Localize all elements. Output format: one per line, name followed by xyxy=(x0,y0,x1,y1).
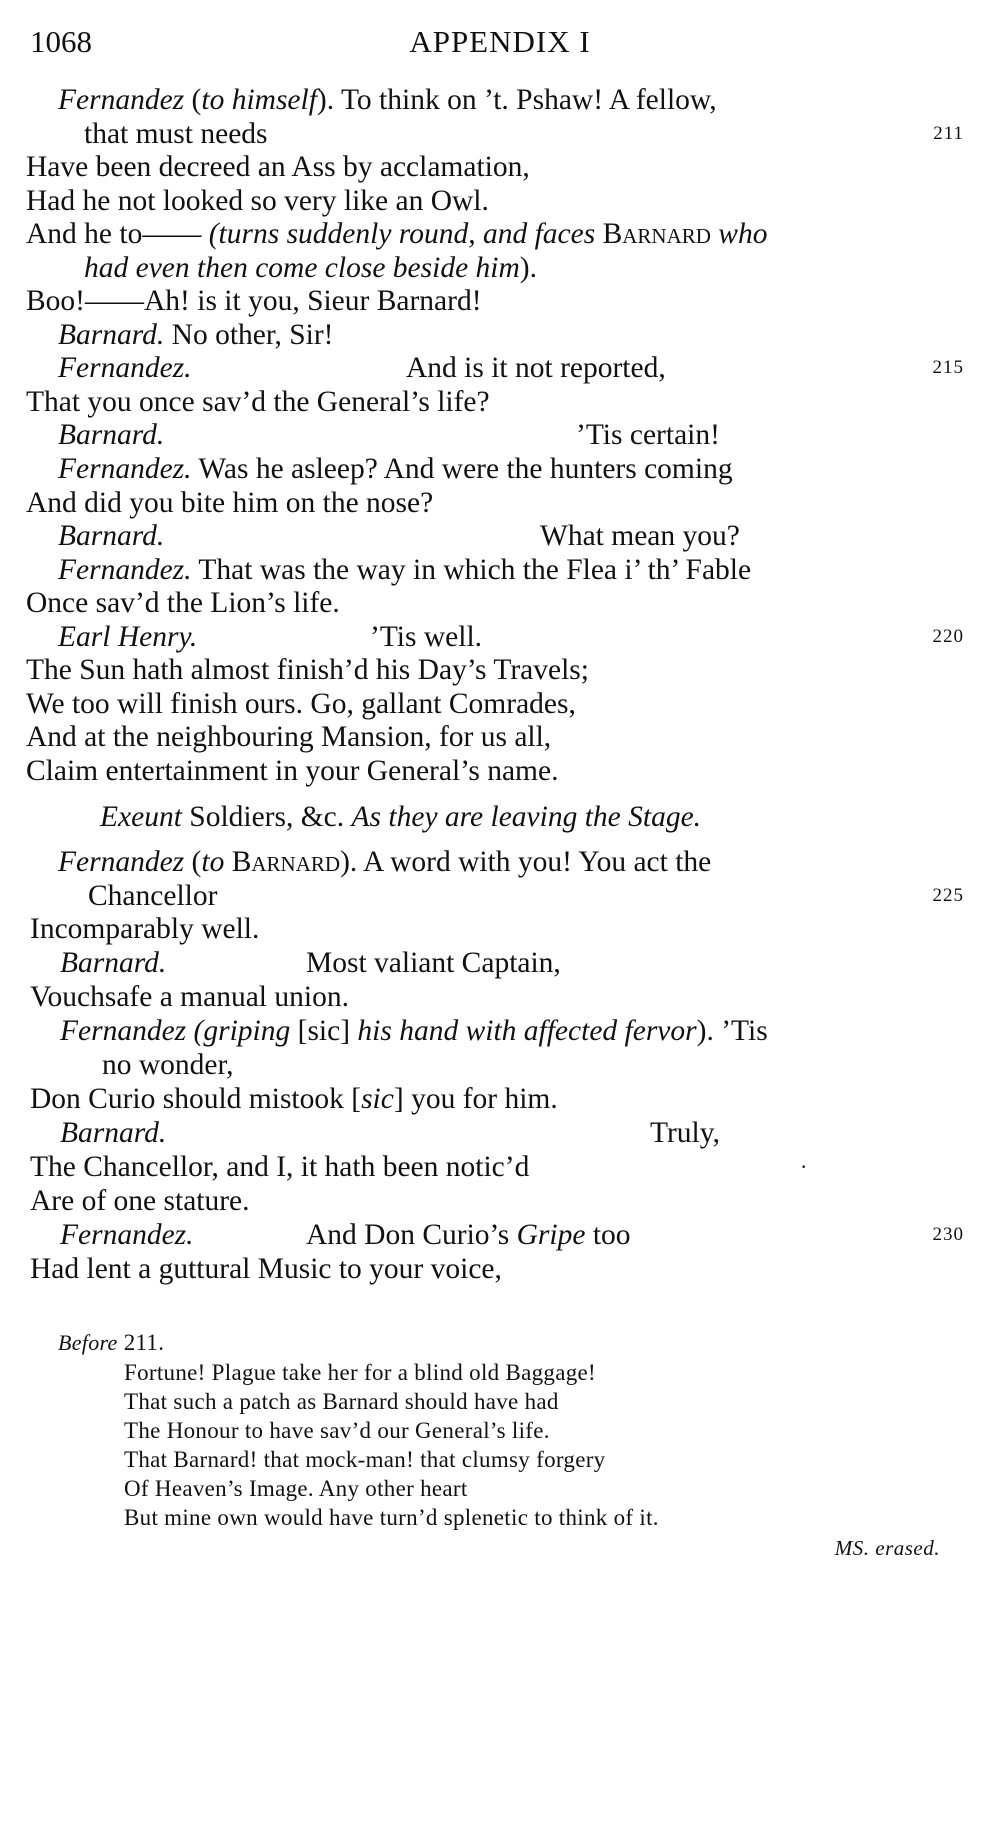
verse-line: Once sav’d the Lion’s life. xyxy=(26,587,340,619)
speaker-name: Fernandez xyxy=(58,84,185,116)
speaker-name: Barnard. xyxy=(60,1117,167,1149)
speaker-name: Fernandez. xyxy=(58,453,192,485)
speaker-name: Fernandez. xyxy=(58,554,192,586)
verse-line: Had lent a guttural Music to your voice, xyxy=(30,1253,502,1285)
stray-mark: · xyxy=(800,1154,808,1179)
stage-direction: Exeunt Soldiers, &c. As they are leaving the Stage. xyxy=(100,801,702,833)
stage-direction: to himself xyxy=(201,84,317,116)
footnote-line: Of Heaven’s Image. Any other heart xyxy=(124,1476,468,1501)
verse-line: Are of one stature. xyxy=(30,1185,250,1217)
speaker-name: Fernandez. xyxy=(60,1219,194,1251)
footnote-line: Fortune! Plague take her for a blind old Baggage! xyxy=(124,1360,597,1385)
line-number: 215 xyxy=(932,357,964,378)
speaker-name: Barnard. xyxy=(58,520,165,552)
stage-direction: (turns suddenly round, and faces xyxy=(208,218,603,250)
verse-line: Don Curio should mistook [sic] you for him. xyxy=(30,1083,558,1115)
footnote-line: The Honour to have sav’d our General’s life. xyxy=(124,1418,550,1443)
verse-line: Barnard. Most valiant Captain, xyxy=(60,947,561,979)
character-name: Barnard xyxy=(602,218,711,250)
verse-line: We too will finish ours. Go, gallant Comrades, xyxy=(26,688,576,720)
line-number: 220 xyxy=(932,626,964,647)
stage-direction: (griping xyxy=(186,1015,298,1047)
footnote-line: That such a patch as Barnard should have had xyxy=(124,1389,559,1414)
speaker-name: Fernandez. xyxy=(58,352,192,384)
verse-line: Fernandez (griping [sic] his hand with affected fervor). ’Tis xyxy=(60,1015,768,1047)
sic-mark: [sic] xyxy=(297,1015,351,1047)
character-name: Barnard xyxy=(231,846,341,878)
verse-line: Barnard. What mean you? xyxy=(58,520,740,552)
verse-line: Had he not looked so very like an Owl. xyxy=(26,185,489,217)
speaker-name: Fernandez xyxy=(60,1015,187,1047)
verse-line: Claim entertainment in your General’s name. xyxy=(26,755,559,787)
verse-line: Chancellor xyxy=(88,880,218,912)
verse-line: And did you bite him on the nose? xyxy=(26,487,434,519)
footnote-line: That Barnard! that mock-man! that clumsy forgery xyxy=(124,1447,606,1472)
verse-line: Have been decreed an Ass by acclamation, xyxy=(26,151,530,183)
line-number: 230 xyxy=(932,1224,964,1245)
verse-line: And at the neighbouring Mansion, for us all, xyxy=(26,721,552,753)
verse-line: Fernandez. Was he asleep? And were the hunters coming xyxy=(58,453,733,485)
verse-line: Fernandez (to Barnard). A word with you! You act the xyxy=(58,846,712,878)
verse-line: The Chancellor, and I, it hath been notic’d xyxy=(30,1151,530,1183)
running-title: APPENDIX I xyxy=(409,24,591,59)
footnote-line: But mine own would have turn’d splenetic to think of it. xyxy=(124,1505,659,1530)
verse-line: Barnard. Truly, xyxy=(60,1117,720,1149)
speaker-name: Barnard. xyxy=(58,419,165,451)
verse-line: And he to—— (turns suddenly round, and faces Barnard who xyxy=(26,218,768,250)
verse-line: Incomparably well. xyxy=(30,913,260,945)
verse-line: Fernandez (to himself). To think on ’t. Pshaw! A fellow, xyxy=(58,84,717,116)
verse-line: that must needs xyxy=(84,118,268,150)
verse-line: Fernandez. And is it not reported, xyxy=(58,352,666,384)
stage-direction: had even then come close beside him). xyxy=(84,252,537,284)
verse-line: Barnard. ’Tis certain! xyxy=(58,419,720,451)
verse-line: Vouchsafe a manual union. xyxy=(30,981,349,1013)
speaker-name: Earl Henry. xyxy=(58,621,198,653)
verse-line: The Sun hath almost finish’d his Day’s Travels; xyxy=(26,654,589,686)
speaker-name: Fernandez xyxy=(58,846,185,878)
sic-mark: sic xyxy=(361,1083,394,1115)
verse-line: no wonder, xyxy=(102,1049,234,1081)
verse-line: Barnard. No other, Sir! xyxy=(58,319,334,351)
speaker-name: Barnard. xyxy=(58,319,165,351)
verse-line: Earl Henry. ’Tis well. xyxy=(58,621,483,653)
verse-line: Fernandez. And Don Curio’s Gripe too xyxy=(60,1219,631,1251)
footnote-source: MS. erased. xyxy=(834,1536,940,1560)
line-number: 225 xyxy=(932,885,964,906)
verse-line: That you once sav’d the General’s life? xyxy=(26,386,490,418)
page-number: 1068 xyxy=(30,24,92,59)
verse-line: Fernandez. That was the way in which the Flea i’ th’ Fable xyxy=(58,554,752,586)
footnote-tag: Before 211. xyxy=(58,1330,165,1355)
speaker-name: Barnard. xyxy=(60,947,167,979)
line-number: 211 xyxy=(933,123,964,144)
verse-line: Boo!——Ah! is it you, Sieur Barnard! xyxy=(26,285,482,317)
